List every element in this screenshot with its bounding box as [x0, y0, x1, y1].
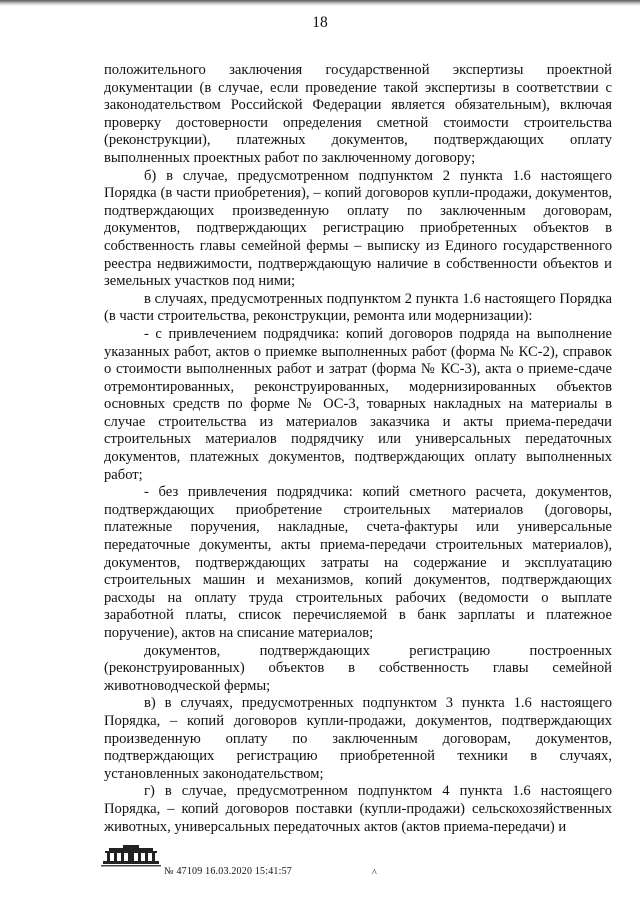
paragraph-with-contractor: - с привлечением подрядчика: копий договоров подряда на выполнение указанных работ, актов о приемке выполненных работ (форма № КС-2), справок о стоимости выполненных работ и затрат (форма № КС-3), акта о приеме-сдаче отремонтированных, реконструированных, модернизированных объектов основных средств по форме № ОС-3, товарных накладных на материалы в случае строительства из материалов заказчика и акты приема-передачи строительных материалов подрядчику или универсальных передаточных документов, платежных документов, подтверждающих оплату выполненных работ;: [104, 325, 612, 483]
government-building-seal-icon: [101, 845, 161, 867]
paragraph-continuation: положительного заключения государственной экспертизы проектной документации (в случае, если проведение такой экспертизы в соответствии с законодательством Российской Федерации является обязательным), включая проверку достоверности определения сметной стоимости строительства (реконструкции), платежных документов, подтверждающих оплату выполненных проектных работ по заключенному договору;: [104, 62, 612, 166]
paragraph-without-contractor: - без привлечения подрядчика: копий сметного расчета, документов, подтверждающих приобретение строительных материалов (договоры, платежные поручения, накладные, счета-фактуры или универсальные передаточные документы, акты приема-передачи строительных материалов), документов, подтверждающих затраты на содержание и эксплуатацию строительных машин и механизмов, копий документов, подтверждающих расходы на оплату труда строительных рабочих (ведомости о выплате заработной платы, список перечисляемой в банк зарплаты и платежное поручение), актов на списание материалов;: [104, 484, 612, 641]
scan-top-edge: [0, 0, 640, 6]
scan-mark: ^: [372, 868, 377, 879]
paragraph-construction-cases: в случаях, предусмотренных подпунктом 2 пункта 1.6 настоящего Порядка (в части строительства, реконструкции, ремонта или модернизации):: [104, 290, 612, 325]
paragraph-b: б) в случае, предусмотренном подпунктом 2 пункта 1.6 настоящего Порядка (в части приобретения), – копий договоров купли-продажи, документов, подтверждающих произведенную оплату по заключенным договорам, документов, подтверждающих регистрацию приобретенных объектов в собственность главы семейной фермы – выписку из Единого государственного реестра недвижимости, подтверждающую наличие в собственности объектов и земельных участков под ними;: [104, 167, 612, 290]
paragraph-v: в) в случаях, предусмотренных подпунктом 3 пункта 1.6 настоящего Порядка, – копий договоров купли-продажи, документов, подтверждающих произведенную оплату по заключенным договорам, документов, подтверждающих регистрацию приобретенной техники в случаях, установленных законодательством;: [104, 695, 612, 782]
document-registration-stamp: № 47109 16.03.2020 15:41:57: [164, 866, 292, 877]
paragraph-g: г) в случае, предусмотренном подпунктом 4 пункта 1.6 настоящего Порядка, – копий договоров поставки (купли-продажи) сельскохозяйственных животных, универсальных передаточных актов (актов приема-передачи) и: [104, 783, 612, 835]
page-number: 18: [312, 14, 328, 31]
paragraph-registration-docs: документов, подтверждающих регистрацию построенных (реконструированных) объектов в собственность главы семейной животноводческой фермы;: [104, 642, 612, 694]
document-body: [104, 62, 612, 836]
